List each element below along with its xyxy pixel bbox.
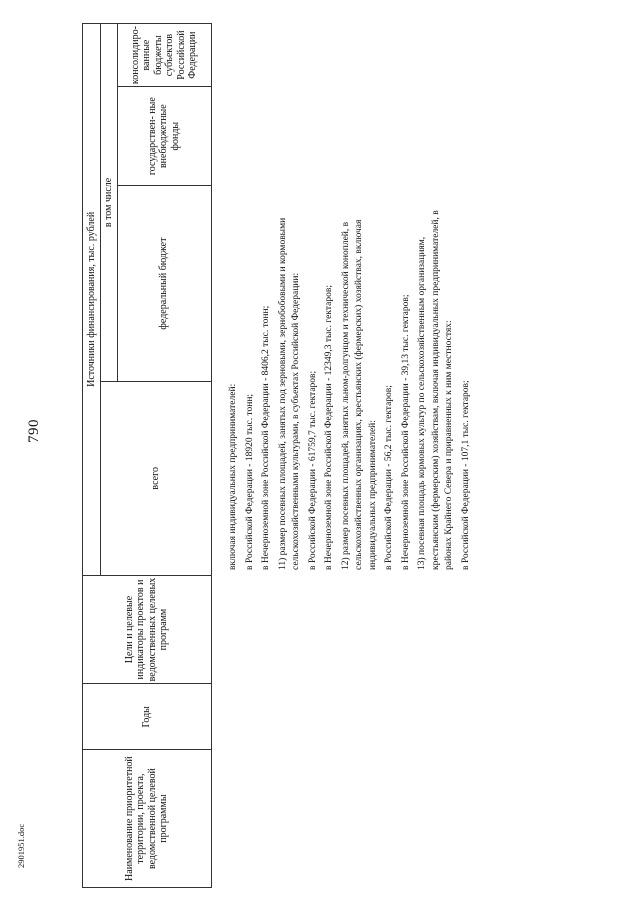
rotated-page-content: [82, 23, 622, 888]
body-line: в Нечерноземной зоне Российской Федерации - 12349,3 тыс. гектаров;: [324, 285, 334, 570]
header-goals-cell: Цели и целевые индикаторы проектов и ведомственных целевых программ: [83, 575, 212, 684]
header-sources-cell: Источники финансирования, тыс. рублей: [83, 24, 101, 576]
header-table: [82, 23, 212, 888]
goals-text-block: [227, 194, 476, 570]
body-line: включая индивидуальных предпринимателей:: [228, 383, 238, 570]
footer-filename: 2901951.doc: [16, 823, 26, 868]
header-state-funds-cell: государствен- ные внебюджетные фонды: [117, 87, 211, 186]
body-line: 11) размер посевных площадей, занятых под зерновыми, зернобобовыми и кормовыми сельскохозяйственными культурами, в субъектах Российской Федерации:: [277, 217, 301, 570]
body-line: 12) размер посевных площадей, занятых льном-долгунцом и технической коноплей, в сельскохозяйственных организациях, крестьянских (фермерских) хозяйствах, включая индивидуальных предпринимателей:: [340, 219, 378, 570]
body-line: в Российской Федерации - 61759,7 тыс. гектаров;: [307, 370, 318, 570]
page-number: 790: [26, 419, 42, 443]
header-years-cell: Годы: [83, 684, 212, 750]
header-total-cell: всего: [101, 381, 212, 575]
header-federal-cell: федеральный бюджет: [117, 186, 211, 382]
body-line: в Нечерноземной зоне Российской Федерации - 39,13 тыс. гектаров;: [400, 294, 411, 570]
header-name-cell: Наименование приоритетной территории, проекта, ведомственной целевой программы: [83, 750, 212, 888]
body-line: в Российской Федерации - 56,2 тыс. гектаров;: [384, 385, 394, 570]
body-line: 13) посевная площадь кормовых культур по сельскохозяйственным организациям, крестьянским (фермерским) хозяйствам, включая индивидуальных предпринимателей, в районах Крайнего Севера и приравненных к ним местностях:: [417, 210, 454, 570]
body-line: в Нечерноземной зоне Российской Федерации - 8406,2 тыс. тонн;: [261, 305, 271, 570]
header-including-cell: в том числе: [101, 24, 118, 382]
body-line: в Российской Федерации - 107,1 тыс. гектаров;: [460, 380, 471, 570]
body-line: в Российской Федерации - 18920 тыс. тонн;: [244, 393, 255, 570]
header-regional-cell: консолидиро- ванные бюджеты субъектов Российской Федерации: [117, 24, 211, 87]
